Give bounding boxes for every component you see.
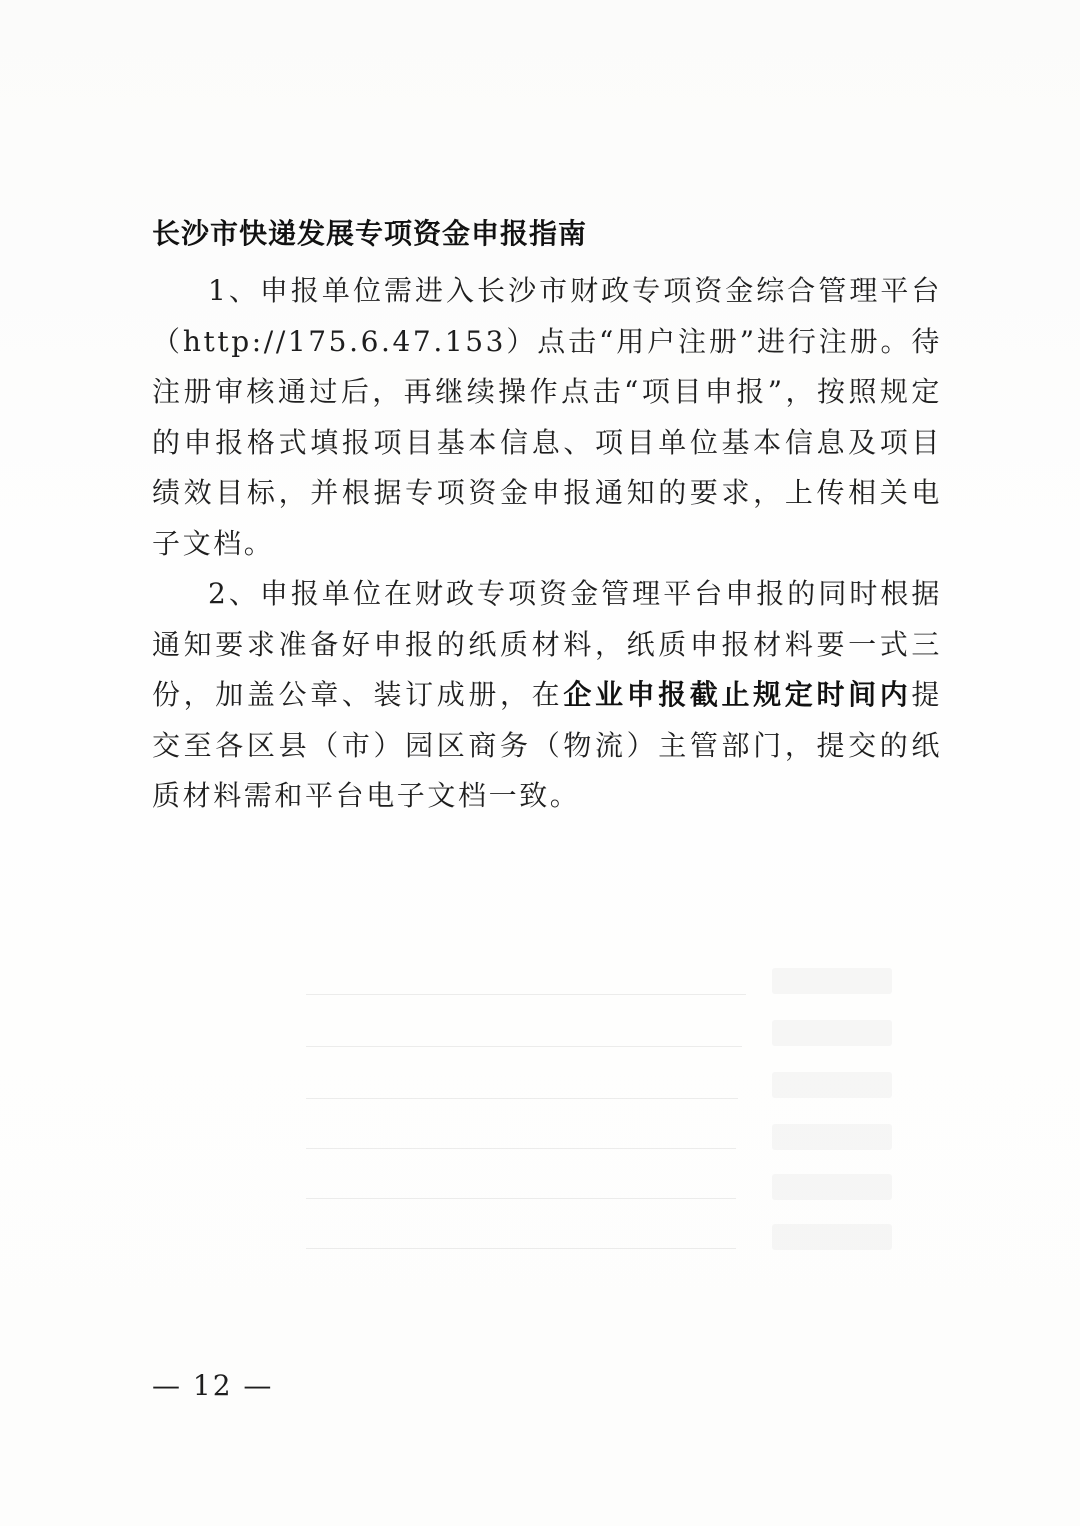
paragraph-1: 1、申报单位需进入长沙市财政专项资金综合管理平台（http://175.6.47.153）点击“用户注册”进行注册。待注册审核通过后，再继续操作点击“项目申报”，按照规定的申报格式填报项目基本信息、项目单位基本信息及项目绩效目标，并根据专项资金申报通知的要求，上传相关电子文档。 [152, 274, 942, 560]
show-through-title [220, 150, 260, 197]
show-through-label [772, 968, 892, 994]
paragraph-2-text-after: 提交至各区县（市）园区商务（物流）主管部门，提交的纸质材料需和平台电子文档一致。 [152, 678, 942, 812]
document-body [152, 266, 942, 822]
show-through-rule [306, 1248, 736, 1249]
paragraph-2-emphasis: 企业申报截止规定时间内 [563, 678, 912, 711]
show-through-rule [306, 1046, 742, 1047]
show-through-label [772, 1124, 892, 1150]
show-through-label [772, 1072, 892, 1098]
show-through-rule [306, 994, 746, 995]
show-through-label [772, 1224, 892, 1250]
show-through-label [772, 1020, 892, 1046]
document-heading: 长沙市快递发展专项资金申报指南 [152, 217, 588, 250]
paragraph-2 [152, 569, 942, 822]
show-through-label [772, 1174, 892, 1200]
show-through-rule [306, 1198, 736, 1199]
paragraph-2-text-before: 2、申报单位在财政专项资金管理平台申报的同时根据通知要求准备好申报的纸质材料，纸质申报材料要一式三份，加盖公章、装订成册，在 [152, 577, 942, 711]
page-number: — 12 — [152, 1369, 274, 1402]
show-through-rule [306, 1148, 736, 1149]
show-through-rule [306, 1098, 738, 1099]
